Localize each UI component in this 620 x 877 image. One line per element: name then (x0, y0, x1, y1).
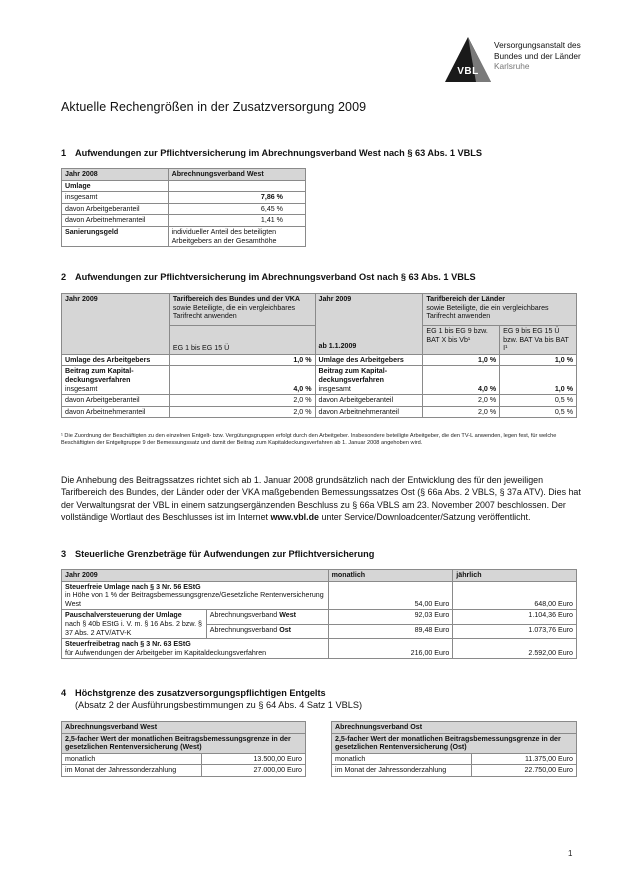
row-label-umlage: Umlage (62, 180, 169, 192)
row-value: 22.750,00 Euro (471, 765, 577, 777)
table-row (62, 581, 577, 610)
section-number: 4 (61, 688, 67, 698)
table-row (62, 753, 306, 765)
row-label: Beitrag zum Kapital- deckungsverfahren insgesamt (315, 366, 423, 395)
row-label: Pauschalversteuerung der Umlage nach § 40b EStG i. V. m. § 16 Abs. 2 bzw. § 37 Abs. 2 ATV/ATV-K (62, 610, 207, 639)
table-header-cell: Jahr 2009 (62, 570, 329, 582)
table-section-1 (61, 168, 306, 247)
row-label-sanierungsgeld: Sanierungsgeld (62, 226, 169, 246)
row-value: 4,0 % (423, 366, 500, 395)
row-label: insgesamt (62, 192, 169, 204)
row-value: 1,0 % (500, 354, 577, 366)
header-eg-left: EG 1 bis EG 15 Ü (169, 326, 315, 355)
row-value: 27.000,00 Euro (201, 765, 306, 777)
table-row (62, 192, 306, 204)
row-value: 1,0 % (423, 354, 500, 366)
table-row (62, 354, 577, 366)
row-value: 2,0 % (423, 395, 500, 407)
section-3-heading (61, 549, 374, 559)
row-value: 92,03 Euro (328, 610, 453, 624)
row-value: 1.104,36 Euro (453, 610, 577, 624)
row-value: 2.592,00 Euro (453, 639, 577, 659)
section-number: 2 (61, 272, 67, 282)
table-row (62, 610, 577, 624)
row-value: 89,48 Euro (328, 624, 453, 638)
logo-line-1: Versorgungsanstalt des (494, 40, 581, 50)
header-year-right: Jahr 2009 ab 1.1.2009 (315, 294, 423, 355)
table-row (62, 226, 306, 246)
row-label: davon Arbeitnehmeranteil (62, 406, 170, 418)
table-header-cell: Abrechnungsverband Ost (332, 722, 577, 734)
row-label: im Monat der Jahressonderzahlung (62, 765, 202, 777)
row-label: monatlich (62, 753, 202, 765)
row-value-sanierungsgeld: individueller Anteil des beteiligten Arbeitgebers an der Gesamthöhe (168, 226, 305, 246)
row-label: davon Arbeitgeberanteil (62, 395, 170, 407)
row-value: 1,0 % (169, 354, 315, 366)
header-eg-right-2: EG 9 bis EG 15 Ü bzw. BAT Va bis BAT I¹ (500, 326, 577, 355)
section-number: 3 (61, 549, 67, 559)
section-number: 1 (61, 148, 67, 158)
website-link[interactable]: www.vbl.de (270, 512, 319, 523)
section-title: Steuerliche Grenzbeträge für Aufwendungen zur Pflichtversicherung (75, 549, 375, 559)
header-tarif-left: Tarifbereich des Bundes und der VKA sowie Beteiligte, die ein vergleichbares Tarifrecht anwenden (169, 294, 315, 326)
row-label: Umlage des Arbeitgebers (315, 354, 423, 366)
table-row (62, 406, 577, 418)
page-title: Aktuelle Rechengrößen in der Zusatzversorgung 2009 (61, 100, 367, 114)
table-section-4-west (61, 721, 306, 777)
vbl-logo (443, 36, 583, 86)
row-value: 6,45 % (168, 203, 305, 215)
row-value: 2,0 % (423, 406, 500, 418)
logo-line-2: Bundes und der Länder (494, 50, 581, 61)
row-value: 0,5 % (500, 406, 577, 418)
row-value: 7,86 % (168, 192, 305, 204)
table-desc-cell: 2,5-facher Wert der monatlichen Beitragsbemessungsgrenze in der gesetzlichen Rentenversicherung (Ost) (332, 733, 577, 753)
table-row (332, 765, 577, 777)
section-4-subheading: (Absatz 2 der Ausführungsbestimmungen zu § 64 Abs. 4 Satz 1 VBLS) (75, 700, 363, 710)
row-label: Steuerfreie Umlage nach § 3 Nr. 56 EStG in Höhe von 1 % der Beitragsbemessungsgrenze/Gesetzliche Rentenversicherung West (62, 581, 329, 610)
header-tarif-right: Tarifbereich der Länder sowie Beteiligte, die ein vergleichbares Tarifrecht anwenden (423, 294, 577, 326)
section-title: Höchstgrenze des zusatzversorgungspflichtigen Entgelts (75, 688, 326, 698)
section-title: Aufwendungen zur Pflichtversicherung im Abrechnungsverband West nach § 63 Abs. 1 VBLS (75, 148, 483, 158)
paragraph-text: Die Anhebung des Beitragssatzes richtet sich ab 1. Januar 2008 grundsätzlich nach der Entwicklung des für den jeweiligen Tarifbereich des Bundes, der Länder oder der VKA maßgebenden Bemessungssatzes Ost (§ 66a Abs. 2 VBLS, § 37a ATV). Dies hat der Verwaltungsrat der VBL in einem satzungsergänzenden Beschluss zu § 66a VBLS am 23. November 2007 beschlossen. Der vollständige Wortlaut des Beschlusses ist im Internet (61, 475, 581, 523)
table-row (62, 395, 577, 407)
page-number: 1 (568, 849, 573, 858)
logo-mark: VBL (457, 66, 479, 77)
row-label: monatlich (332, 753, 472, 765)
row-value: 54,00 Euro (328, 581, 453, 610)
row-value: 1,41 % (168, 215, 305, 227)
table-row (62, 765, 306, 777)
section-title: Aufwendungen zur Pflichtversicherung im Abrechnungsverband Ost nach § 63 Abs. 1 VBLS (75, 272, 476, 282)
header-eg-right-1: EG 1 bis EG 9 bzw. BAT X bis Vb¹ (423, 326, 500, 355)
row-label: Steuerfreibetrag nach § 3 Nr. 63 EStG für Aufwendungen der Arbeitgeber im Kapitaldeckungsverfahren (62, 639, 329, 659)
table-section-3 (61, 569, 577, 659)
table-section-2 (61, 293, 577, 418)
section-1-heading (61, 148, 482, 158)
table-header-cell: Abrechnungsverband West (62, 722, 306, 734)
logo-triangle-icon (443, 36, 493, 86)
row-label: Beitrag zum Kapital- deckungsverfahren insgesamt (62, 366, 170, 395)
table-section-4-ost (331, 721, 577, 777)
row-value: 0,5 % (500, 395, 577, 407)
table-header-cell: Abrechnungsverband West (168, 169, 305, 181)
row-sublabel: Abrechnungsverband West (206, 610, 328, 624)
row-value: 1.073,76 Euro (453, 624, 577, 638)
row-label: Umlage des Arbeitgebers (62, 354, 170, 366)
row-value: 4,0 % (169, 366, 315, 395)
row-value: 11.375,00 Euro (471, 753, 577, 765)
row-value: 2,0 % (169, 395, 315, 407)
table-desc-cell: 2,5-facher Wert der monatlichen Beitragsbemessungsgrenze in der gesetzlichen Rentenversicherung (West) (62, 733, 306, 753)
table-row (332, 753, 577, 765)
header-year-left: Jahr 2009 (62, 294, 170, 355)
row-value: 648,00 Euro (453, 581, 577, 610)
table-header-cell: jährlich (453, 570, 577, 582)
table-header-cell: monatlich (328, 570, 453, 582)
logo-text (494, 40, 581, 72)
table-row (62, 639, 577, 659)
section-4-heading (61, 688, 326, 698)
row-sublabel: Abrechnungsverband Ost (206, 624, 328, 638)
row-label: davon Arbeitgeberanteil (62, 203, 169, 215)
row-value: 2,0 % (169, 406, 315, 418)
footnote: ¹ Die Zuordnung der Beschäftigten zu den einzelnen Entgelt- bzw. Vergütungsgruppen erfolgt durch den Arbeitgeber. Insbesondere beteiligte Arbeitgeber, die den TV-L anwenden, legen fest, für welche Beschäftigten der Entgeltgruppe 9 der Bemessungssatz und damit der Beitrag zum Kapitaldeckungsverfahren ab 1. Januar 2008 angehoben wird. (61, 433, 557, 447)
row-label: davon Arbeitnehmeranteil (315, 406, 423, 418)
table-row (62, 203, 306, 215)
paragraph-text: unter Service/Downloadcenter/Satzung veröffentlicht. (318, 512, 531, 523)
empty-cell (168, 180, 305, 192)
row-label: im Monat der Jahressonderzahlung (332, 765, 472, 777)
table-row (62, 366, 577, 395)
body-paragraph (61, 474, 581, 524)
row-value: 216,00 Euro (328, 639, 453, 659)
row-value: 1,0 % (500, 366, 577, 395)
row-label: davon Arbeitgeberanteil (315, 395, 423, 407)
table-header-cell: Jahr 2008 (62, 169, 169, 181)
table-row (62, 215, 306, 227)
row-label: davon Arbeitnehmeranteil (62, 215, 169, 227)
section-2-heading (61, 272, 476, 282)
logo-line-3: Karlsruhe (494, 61, 530, 71)
row-value: 13.500,00 Euro (201, 753, 306, 765)
